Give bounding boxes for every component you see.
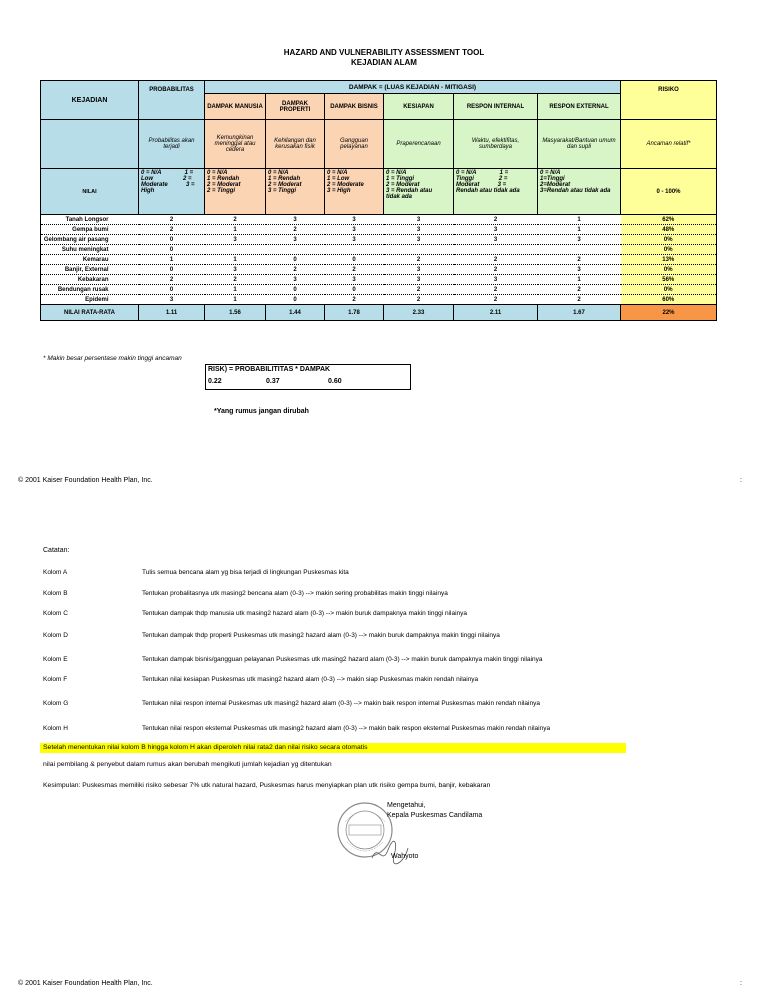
row-name: Kebakaran: [41, 275, 139, 285]
copyright-footer: © 2001 Kaiser Foundation Health Plan, Inc.: [18, 980, 153, 987]
cell: 0: [325, 285, 384, 295]
nilai-label: NILAI: [41, 169, 139, 215]
cell: 2: [454, 215, 538, 225]
avg-cell: 1.67: [538, 305, 621, 321]
note-text: Tulis semua bencana alam yg bisa terjadi di lingkungan Puskesmas kita: [142, 569, 349, 576]
row-name: Gempa bumi: [41, 225, 139, 235]
avg-label: NILAI RATA-RATA: [41, 305, 139, 321]
cell: 2: [538, 295, 621, 305]
copyright: © 2001 Kaiser Foundation Health Plan, Inc.: [18, 477, 153, 484]
cell: 2: [205, 215, 266, 225]
row-name: Kemarau: [41, 255, 139, 265]
row-name: Gelombang air pasang: [41, 235, 139, 245]
dampak-group-header: DAMPAK = (LUAS KEJADIAN - MITIGASI): [205, 81, 621, 94]
col-respon-external: RESPON EXTERNAL: [538, 94, 621, 120]
risk-cell: 0%: [621, 285, 717, 295]
row-name: Suhu meningkat: [41, 245, 139, 255]
table-row: [41, 225, 717, 235]
nilai-risiko: 0 - 100%: [621, 169, 717, 215]
cell: 3: [325, 275, 384, 285]
doc-subtitle: KEJADIAN ALAM: [351, 58, 417, 67]
cell: 1: [538, 275, 621, 285]
cell: 3: [266, 275, 325, 285]
cell: 0: [139, 285, 205, 295]
sub-risiko: Ancaman relatif*: [621, 120, 717, 169]
col-dampak-manusia: DAMPAK MANUSIA: [205, 94, 266, 120]
cell: 3: [325, 235, 384, 245]
risk-cell: 56%: [621, 275, 717, 285]
row-name: Banjir, External: [41, 265, 139, 275]
cell: 0: [139, 245, 205, 255]
cell: 3: [454, 235, 538, 245]
cell: 0: [266, 295, 325, 305]
cell: 2: [538, 285, 621, 295]
col-respon-internal: RESPON INTERNAL: [454, 94, 538, 120]
risk-formula-box: [205, 364, 411, 390]
risk-cell: 0%: [621, 245, 717, 255]
table-row: [41, 255, 717, 265]
colon-mark: :: [740, 980, 742, 987]
col-dampak-bisnis: DAMPAK BISNIS: [325, 94, 384, 120]
cell: 3: [384, 235, 454, 245]
cell: 1: [205, 225, 266, 235]
cell: [266, 245, 325, 255]
row-name: Bendungan rusak: [41, 285, 139, 295]
cell: 2: [266, 265, 325, 275]
note-key: Kolom A: [43, 569, 68, 576]
col-dampak-properti: DAMPAK PROPERTI: [266, 94, 325, 120]
table-row: [41, 285, 717, 295]
cell: 2: [538, 255, 621, 265]
cell: 3: [384, 215, 454, 225]
avg-cell: 2.11: [454, 305, 538, 321]
cell: 3: [205, 235, 266, 245]
table-row: [41, 295, 717, 305]
note-text: Tentukan dampak thdp properti Puskesmas utk masing2 hazard alam (0-3) --> makin buruk dampaknya makin tinggi nilainya: [142, 632, 500, 639]
sub-external: Masyarakat/Bantuan umum dan supli: [538, 120, 621, 169]
avg-cell: 1.78: [325, 305, 384, 321]
avg-cell: 1.56: [205, 305, 266, 321]
risk-cell: 62%: [621, 215, 717, 225]
note-key: Kolom H: [43, 725, 68, 732]
cell: 2: [325, 265, 384, 275]
kesimpulan: Kesimpulan: Puskesmas memiliki risiko sebesar 7% utk natural hazard, Puskesmas harus menyiapkan plan utk risiko gempa bumi, banjir, kebakaran: [43, 782, 491, 789]
cell: [205, 245, 266, 255]
sign-name: Wahyoto: [391, 853, 419, 860]
cell: [325, 245, 384, 255]
nilai-manusia: 0 = N/A 1 = Rendah 2 = Moderat 2 = Tinggi: [205, 169, 266, 215]
cell: 3: [384, 225, 454, 235]
hva-table: [40, 80, 717, 321]
blank-cell: [41, 120, 139, 169]
row-name: Epidemi: [41, 295, 139, 305]
nilai-bisnis: 0 = N/A 1 = Low 2 = Moderate 3 = High: [325, 169, 384, 215]
nilai-properti: 0 = N/A 1 = Rendah 2 = Moderat 3 = Tinggi: [266, 169, 325, 215]
sub-prob: Probabilitas akan terjadi: [139, 120, 205, 169]
cell: 2: [139, 215, 205, 225]
table-row: [41, 235, 717, 245]
cell: [384, 245, 454, 255]
cell: [538, 245, 621, 255]
sign-role: Kepala Puskesmas Candilama: [387, 812, 483, 819]
note-text: Tentukan dampak bisnis/gangguan pelayanan Puskesmas utk masing2 hazard alam (0-3) --> makin buruk dampaknya makin tinggi nilainya: [142, 656, 543, 663]
cell: 3: [325, 225, 384, 235]
cell: 1: [139, 255, 205, 265]
cell: 1: [538, 215, 621, 225]
sub-bisnis: Gangguan pelayanan: [325, 120, 384, 169]
cell: 2: [454, 295, 538, 305]
formula-note: *Yang rumus jangan dirubah: [214, 408, 309, 415]
avg-cell: 1.44: [266, 305, 325, 321]
risk-cell: 60%: [621, 295, 717, 305]
doc-title: HAZARD AND VULNERABILITY ASSESSMENT TOOL: [283, 48, 485, 57]
nilai-internal: 0 = N/A 1 = Tinggi 2 = Moderat 3 = Rendah atau tidak ada: [454, 169, 538, 215]
note-key: Kolom D: [43, 632, 68, 639]
avg-cell: 1.11: [139, 305, 205, 321]
note-text: Tentukan dampak thdp manusia utk masing2 hazard alam (0-3) --> makin buruk dampaknya makin tinggi nilainya: [142, 610, 467, 617]
sub-internal: Waktu, efektifitas, sumberdaya: [454, 120, 538, 169]
cell: 2: [139, 225, 205, 235]
cell: 0: [139, 235, 205, 245]
note-text: Tentukan probalitasnya utk masing2 bencana alam (0-3) --> makin sering probabilitas makin tinggi nilainya: [142, 590, 448, 597]
cell: 0: [139, 265, 205, 275]
cell: 3: [325, 215, 384, 225]
risiko-header: RISIKO: [621, 81, 717, 120]
note-key: Kolom F: [43, 676, 68, 683]
cell: 3: [205, 265, 266, 275]
risk-cell: 13%: [621, 255, 717, 265]
col-kesiapan: KESIAPAN: [384, 94, 454, 120]
probabilitas-header: PROBABILITAS: [139, 81, 205, 120]
cell: 1: [205, 295, 266, 305]
cell: 3: [139, 295, 205, 305]
cell: 0: [266, 285, 325, 295]
cell: 3: [266, 235, 325, 245]
table-row: [41, 275, 717, 285]
cell: 2: [384, 295, 454, 305]
table-row: [41, 245, 717, 255]
nilai-kesiapan: 0 = N/A 1 = Tinggi 2 = Moderat 3 = Rendah atau tidak ada: [384, 169, 454, 215]
cell: [454, 245, 538, 255]
table-row: [41, 265, 717, 275]
cell: 2: [205, 275, 266, 285]
formula-info: nilai pembilang & penyebut dalam rumus akan berubah mengikuti jumlah kejadian yg ditentukan: [43, 761, 332, 768]
cell: 3: [266, 215, 325, 225]
cell: 2: [454, 255, 538, 265]
risk-value: 0.60: [328, 378, 342, 385]
note-key: Kolom E: [43, 656, 68, 663]
kejadian-header: KEJADIAN: [41, 81, 139, 120]
risk-cell: 48%: [621, 225, 717, 235]
risk-cell: 0%: [621, 265, 717, 275]
cell: 1: [205, 285, 266, 295]
cell: 2: [325, 295, 384, 305]
risk-cell: 0%: [621, 235, 717, 245]
sub-kesiapan: Praperencanaan: [384, 120, 454, 169]
average-row: [41, 305, 717, 321]
cell: 2: [384, 285, 454, 295]
cell: 1: [538, 225, 621, 235]
cell: 0: [266, 255, 325, 265]
cell: 0: [325, 255, 384, 265]
cell: 2: [384, 255, 454, 265]
cell: 3: [538, 235, 621, 245]
cell: 2: [454, 265, 538, 275]
risk-value: 0.37: [266, 378, 280, 385]
note-key: Kolom B: [43, 590, 68, 597]
cell: 3: [454, 275, 538, 285]
avg-cell: 2.33: [384, 305, 454, 321]
sign-mengetahui: Mengetahui,: [387, 802, 426, 809]
cell: 3: [384, 275, 454, 285]
row-name: Tanah Longsor: [41, 215, 139, 225]
footnote: * Makin besar persentase makin tinggi ancaman: [43, 355, 182, 362]
highlight-text: Setelah menentukan nilai kolom B hingga kolom H akan diperoleh nilai rata2 dan nilai risiko secara otomatis: [43, 744, 368, 751]
cell: 2: [139, 275, 205, 285]
colon-mark: :: [740, 477, 742, 484]
note-key: Kolom C: [43, 610, 68, 617]
risk-formula-header: RISK) = PROBABILITITAS * DAMPAK: [208, 366, 331, 373]
cell: 2: [454, 285, 538, 295]
cell: 2: [266, 225, 325, 235]
table-row: [41, 215, 717, 225]
nilai-prob: 0 = N/A 1 = Low 2 = Moderate 3 = High: [139, 169, 205, 215]
catatan-heading: Catatan:: [43, 547, 70, 554]
note-key: Kolom G: [43, 700, 69, 707]
cell: 3: [384, 265, 454, 275]
cell: 1: [205, 255, 266, 265]
cell: 3: [454, 225, 538, 235]
cell: 3: [538, 265, 621, 275]
sub-properti: Kehilangan dan kerusakan fisik: [266, 120, 325, 169]
note-text: Tentukan nilai kesiapan Puskesmas utk masing2 hazard alam (0-3) --> makin siap Puskesmas makin rendah nilainya: [142, 676, 479, 683]
risk-value: 0.22: [208, 378, 222, 385]
note-text: Tentukan nilai respon internal Puskesmas utk masing2 hazard alam (0-3) --> makin baik respon internal Puskesmas makin rendah nilainya: [142, 700, 540, 707]
avg-risk-cell: 22%: [621, 305, 717, 321]
note-text: Tentukan nilai respon eksternal Puskesmas utk masing2 hazard alam (0-3) --> makin baik respon eksternal Puskesmas makin rendah nilainya: [142, 725, 551, 732]
nilai-external: 0 = N/A 1=Tinggi 2=Moderat 3=Rendah atau tidak ada: [538, 169, 621, 215]
sub-manusia: Kemungkinan meninggal atau cedera: [205, 120, 266, 169]
